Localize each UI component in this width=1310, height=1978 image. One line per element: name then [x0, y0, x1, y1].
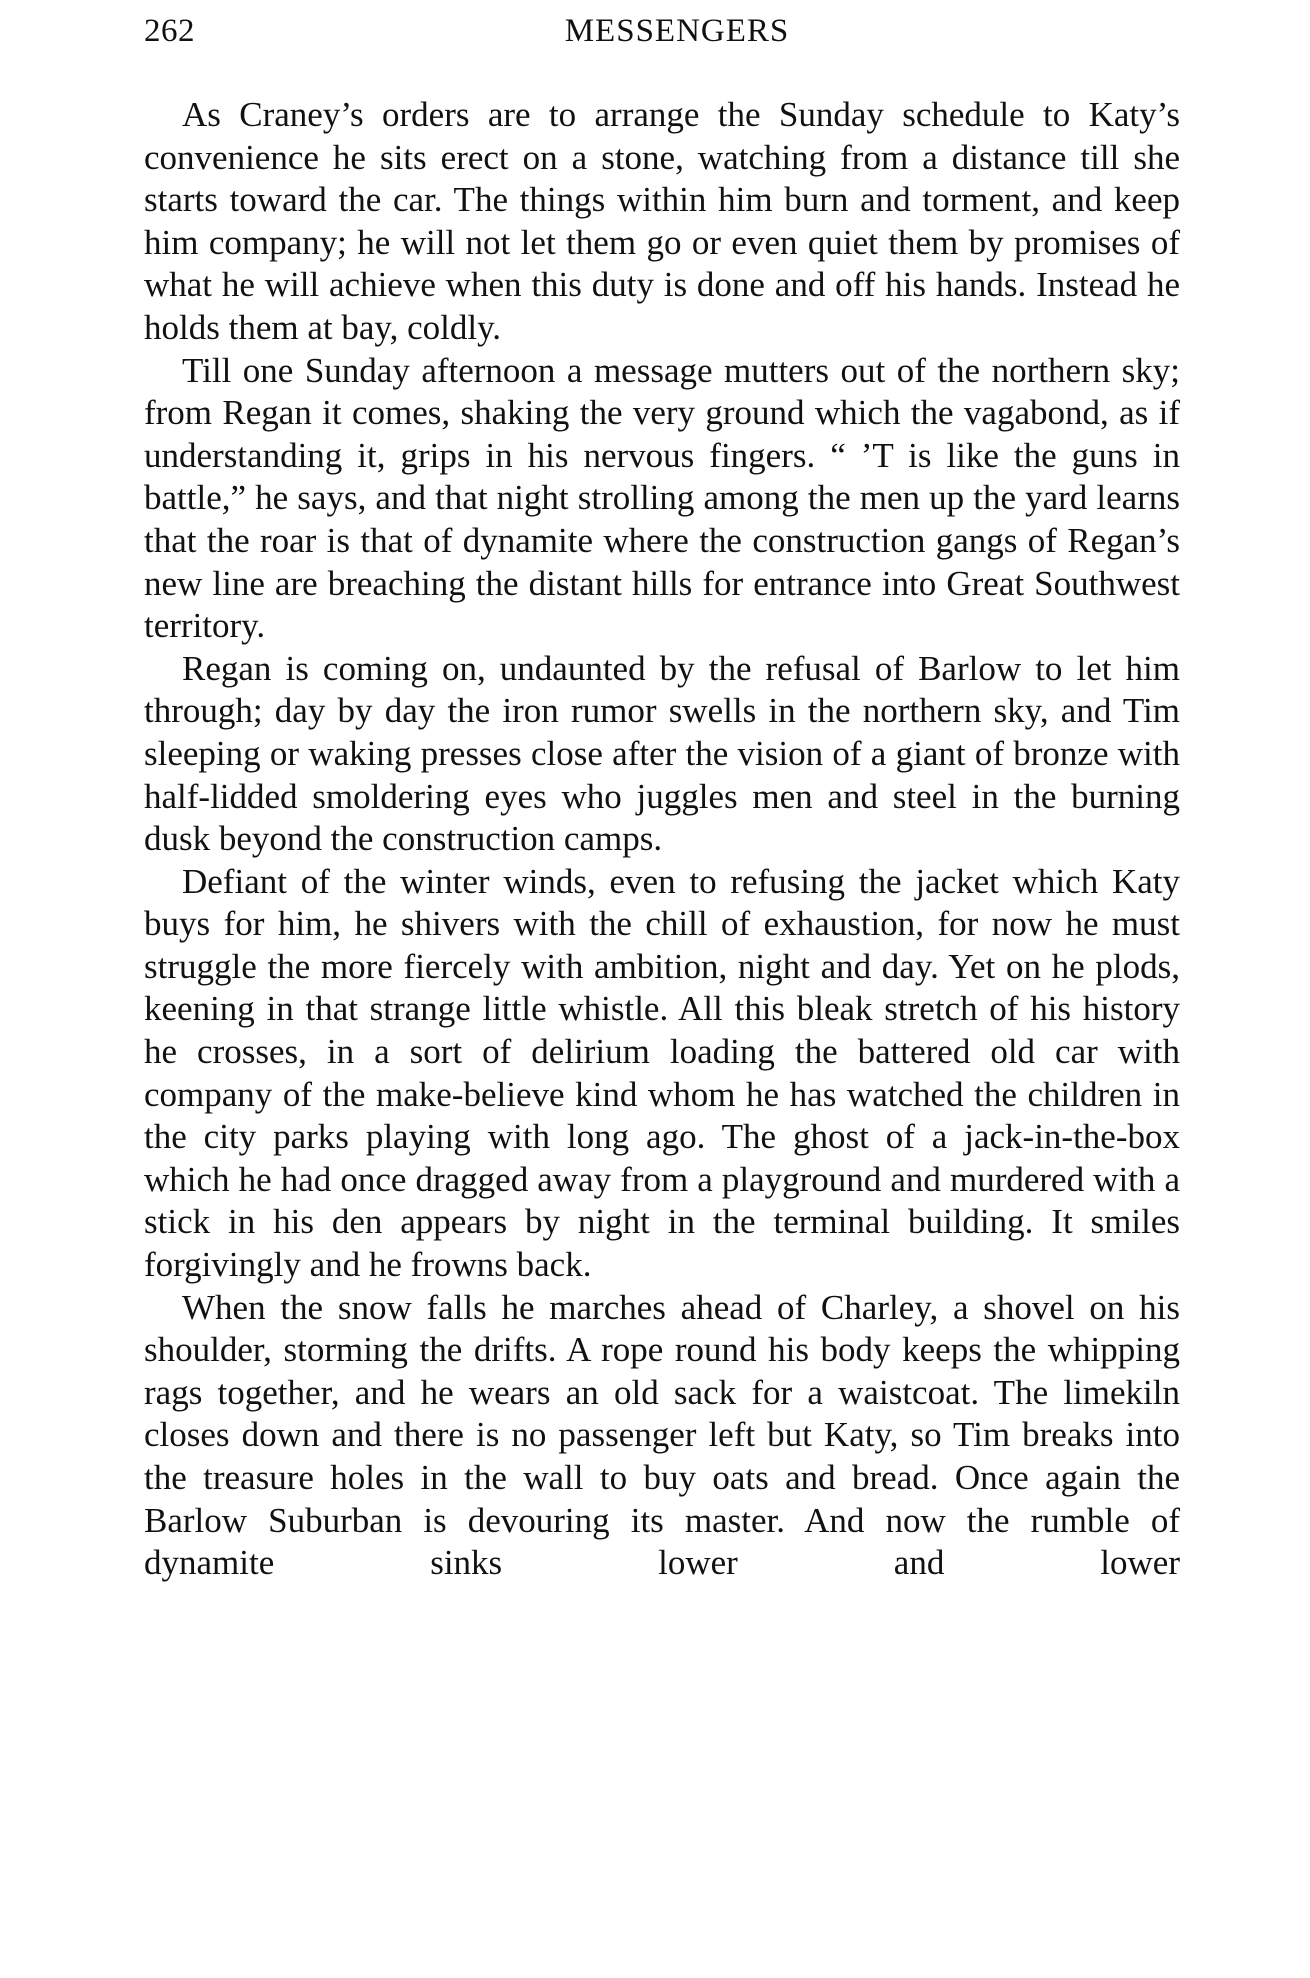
running-head — [144, 6, 1180, 56]
paragraph: Defiant of the winter winds, even to refusing the jacket which Katy buys for him, he shivers with the chill of exhaustion, for now he must struggle the more fiercely with ambition, night and day. Yet on he plods, keening in that strange little whistle. All this bleak stretch of his history he crosses, in a sort of delirium loading the battered old car with company of the make-believe kind whom he has watched the children in the city parks playing with long ago. The ghost of a jack-in-the-box which he had once dragged away from a playground and murdered with a stick in his den appears by night in the terminal building. It smiles forgivingly and he frowns back. — [144, 861, 1180, 1285]
paragraph: Regan is coming on, undaunted by the refusal of Barlow to let him through; day by day the iron rumor swells in the northern sky, and Tim sleeping or waking presses close after the vision of a giant of bronze with half-lidded smoldering eyes who juggles men and steel in the burning dusk beyond the construction camps. — [144, 648, 1180, 859]
paragraph: When the snow falls he marches ahead of Charley, a shovel on his shoulder, storming the drifts. A rope round his body keeps the whipping rags together, and he wears an old sack for a waistcoat. The limekiln closes down and there is no passenger left but Katy, so Tim breaks into the treasure holes in the wall to buy oats and bread. Once again the Barlow Suburban is devouring its master. And now the rumble of dynamite sinks lower and lower — [144, 1287, 1180, 1583]
page-number: 262 — [144, 13, 195, 49]
paragraph: As Craney’s orders are to arrange the Sunday schedule to Katy’s convenience he sits erect on a stone, watching from a distance till she starts toward the car. The things within him burn and torment, and keep him company; he will not let them go or even quiet them by promises of what he will achieve when this duty is done and off his hands. Instead he holds them at bay, coldly. — [144, 95, 1180, 347]
body-text — [144, 94, 1180, 1585]
paragraph: Till one Sunday afternoon a message mutters out of the northern sky; from Regan it comes, shaking the very ground which the vagabond, as if understanding it, grips in his nervous fingers. “ ’T is like the guns in battle,” he says, and that night strolling among the men up the yard learns that the roar is that of dynamite where the construction gangs of Regan’s new line are breaching the distant hills for entrance into Great Southwest territory. — [144, 350, 1180, 646]
running-title: MESSENGERS — [564, 13, 790, 49]
